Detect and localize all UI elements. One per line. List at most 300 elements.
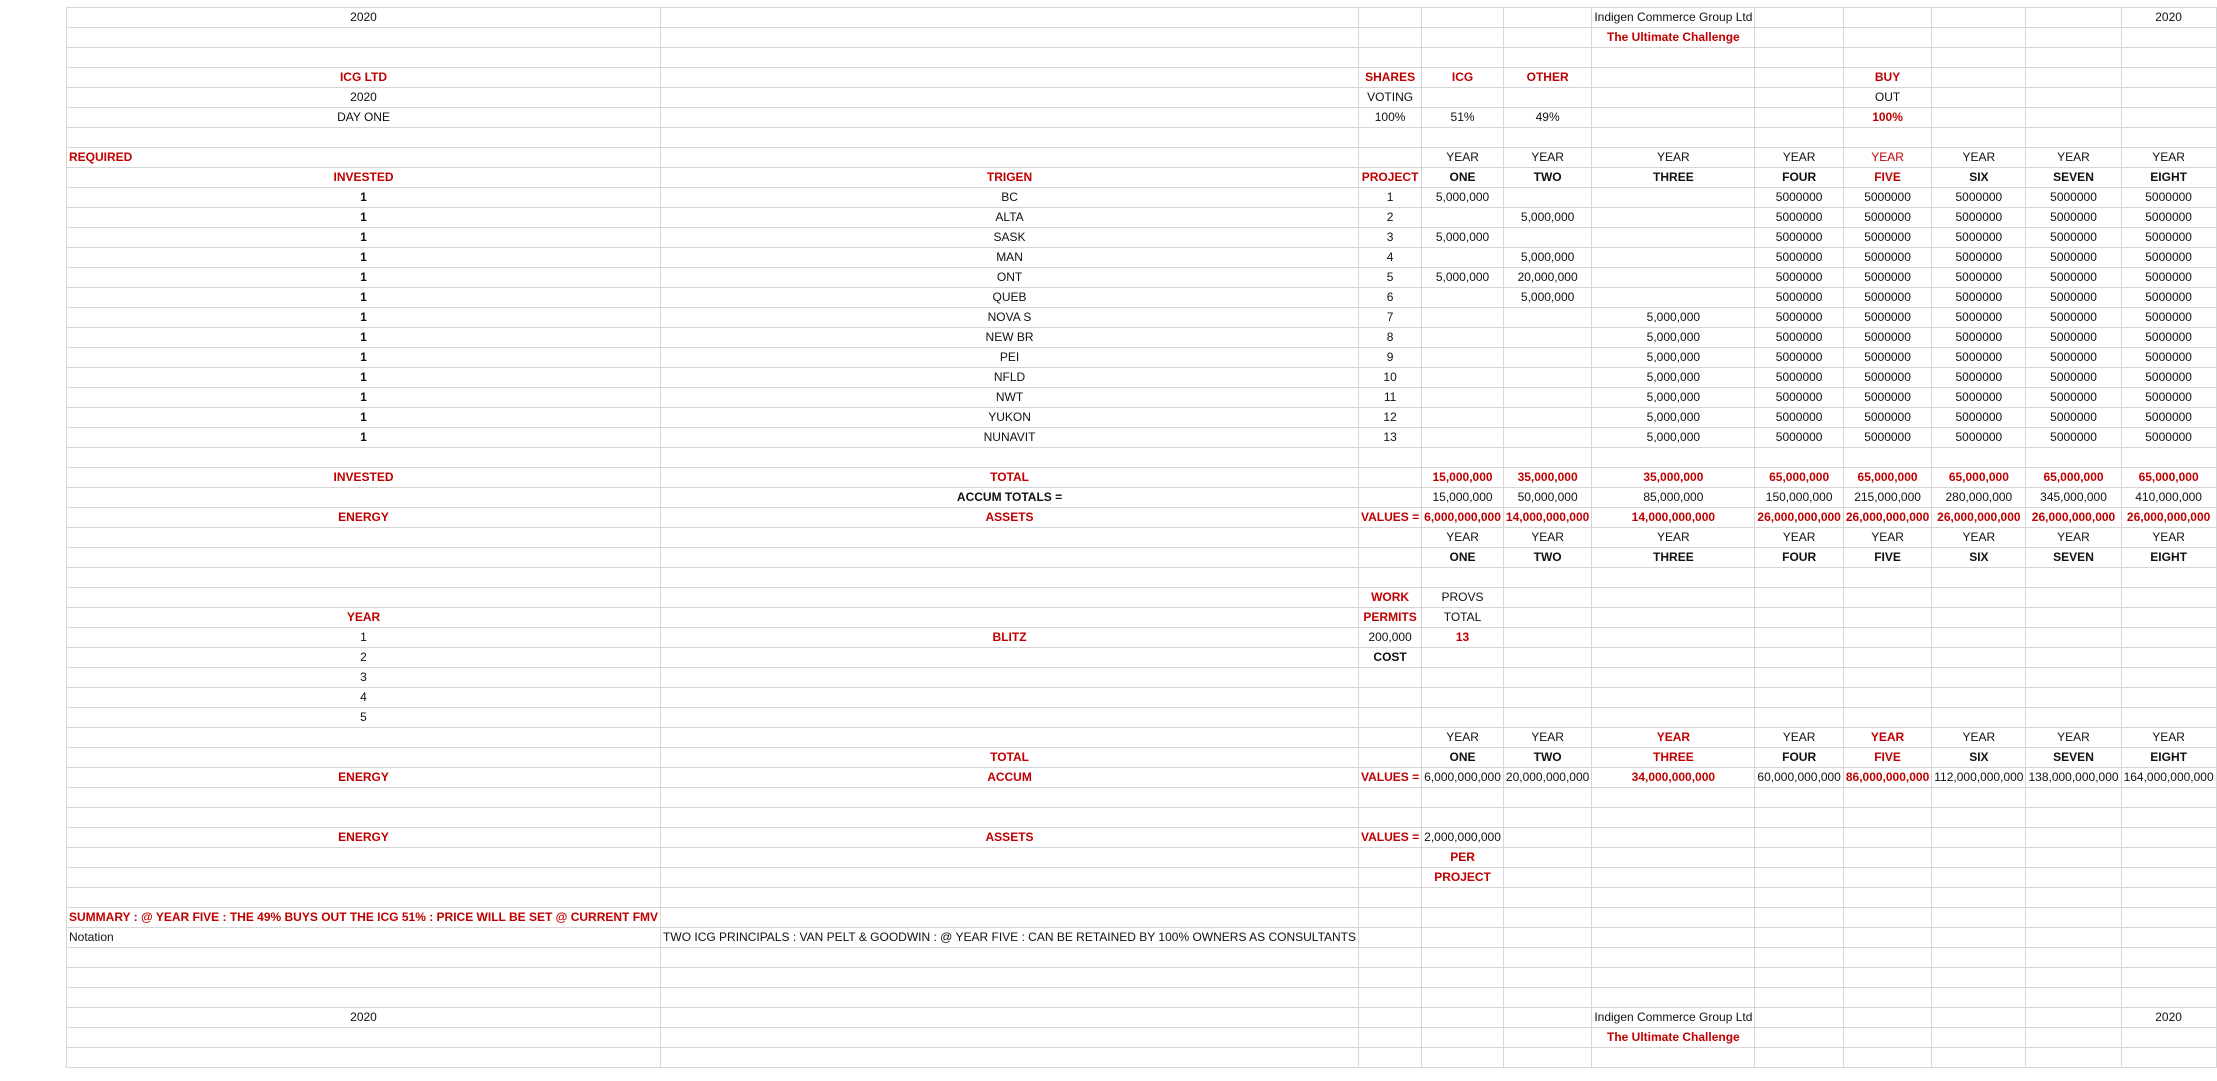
blitz-year[interactable]: 5 [67, 708, 661, 728]
investment-value[interactable]: 5000000 [2121, 308, 2216, 328]
year-header[interactable]: YEAR [1503, 148, 1591, 168]
other-percent[interactable]: 49% [1503, 108, 1591, 128]
empty-cell[interactable] [661, 548, 1359, 568]
empty-cell[interactable] [1592, 828, 1755, 848]
empty-cell[interactable] [2026, 28, 2121, 48]
empty-cell[interactable] [1503, 668, 1591, 688]
empty-cell[interactable] [1932, 788, 2026, 808]
investment-value[interactable] [1592, 248, 1755, 268]
project-number[interactable]: 10 [1359, 368, 1422, 388]
empty-cell[interactable] [1422, 448, 1504, 468]
empty-cell[interactable] [1755, 588, 1843, 608]
investment-value[interactable]: 5000000 [1932, 428, 2026, 448]
empty-cell[interactable] [1932, 628, 2026, 648]
total-label[interactable]: TOTAL [661, 468, 1359, 488]
empty-cell[interactable] [1359, 448, 1422, 468]
investment-value[interactable]: 5000000 [1755, 208, 1843, 228]
empty-cell[interactable] [1503, 788, 1591, 808]
empty-cell[interactable] [1503, 1008, 1591, 1028]
empty-cell[interactable] [1932, 48, 2026, 68]
province-name[interactable]: YUKON [661, 408, 1359, 428]
empty-cell[interactable] [1503, 1028, 1591, 1048]
investment-value[interactable]: 5000000 [1932, 248, 2026, 268]
empty-cell[interactable] [661, 88, 1359, 108]
empty-cell[interactable] [1359, 568, 1422, 588]
buyout-percent[interactable]: 100% [1843, 108, 1931, 128]
project-number[interactable]: 4 [1359, 248, 1422, 268]
empty-cell[interactable] [1359, 748, 1422, 768]
empty-cell[interactable] [661, 1028, 1359, 1048]
investment-value[interactable]: 5000000 [1755, 268, 1843, 288]
empty-cell[interactable] [1755, 128, 1843, 148]
year-header[interactable]: YEAR [2121, 728, 2216, 748]
empty-cell[interactable] [2121, 988, 2216, 1008]
empty-cell[interactable] [661, 588, 1359, 608]
investment-value[interactable]: 5000000 [1755, 348, 1843, 368]
investment-value[interactable] [1592, 208, 1755, 228]
empty-cell[interactable] [1422, 668, 1504, 688]
investment-value[interactable]: 5000000 [1932, 208, 2026, 228]
investment-value[interactable]: 5000000 [1755, 428, 1843, 448]
empty-cell[interactable] [1359, 48, 1422, 68]
day-one-label[interactable]: DAY ONE [67, 108, 661, 128]
icg-percent[interactable]: 51% [1422, 108, 1504, 128]
empty-cell[interactable] [661, 448, 1359, 468]
empty-cell[interactable] [661, 728, 1359, 748]
empty-cell[interactable] [1359, 1028, 1422, 1048]
investment-value[interactable]: 5000000 [1932, 328, 2026, 348]
empty-cell[interactable] [1592, 868, 1755, 888]
empty-cell[interactable] [2121, 888, 2216, 908]
empty-cell[interactable] [1592, 848, 1755, 868]
empty-cell[interactable] [1843, 8, 1931, 28]
empty-cell[interactable] [1755, 708, 1843, 728]
empty-cell[interactable] [1503, 828, 1591, 848]
year-header[interactable]: YEAR [1592, 528, 1755, 548]
trigen-label[interactable]: TRIGEN [661, 168, 1359, 188]
empty-cell[interactable] [1422, 928, 1504, 948]
empty-cell[interactable] [67, 1048, 661, 1068]
investment-value[interactable]: 5000000 [2121, 228, 2216, 248]
year-header[interactable]: YEAR [1592, 148, 1755, 168]
empty-cell[interactable] [661, 948, 1359, 968]
empty-cell[interactable] [1592, 908, 1755, 928]
empty-cell[interactable] [1843, 1028, 1931, 1048]
year-total[interactable]: 35,000,000 [1592, 468, 1755, 488]
investment-value[interactable]: 5,000,000 [1422, 268, 1504, 288]
investment-value[interactable]: 5000000 [2121, 348, 2216, 368]
empty-cell[interactable] [2121, 828, 2216, 848]
empty-cell[interactable] [2121, 128, 2216, 148]
empty-cell[interactable] [1592, 948, 1755, 968]
empty-cell[interactable] [1359, 1008, 1422, 1028]
empty-cell[interactable] [661, 688, 1359, 708]
investment-value[interactable] [1503, 228, 1591, 248]
investment-value[interactable]: 5000000 [1755, 228, 1843, 248]
province-name[interactable]: QUEB [661, 288, 1359, 308]
company-name[interactable]: Indigen Commerce Group Ltd [1592, 8, 1755, 28]
footer-subtitle[interactable]: The Ultimate Challenge [1592, 1028, 1755, 1048]
year-total[interactable]: 65,000,000 [2121, 468, 2216, 488]
investment-value[interactable] [1422, 388, 1504, 408]
investment-value[interactable]: 5000000 [1843, 388, 1931, 408]
empty-cell[interactable] [1422, 908, 1504, 928]
per-label[interactable]: PER [1422, 848, 1504, 868]
accum-total[interactable]: 50,000,000 [1503, 488, 1591, 508]
empty-cell[interactable] [1755, 788, 1843, 808]
empty-cell[interactable] [67, 1028, 661, 1048]
empty-cell[interactable] [67, 128, 661, 148]
empty-cell[interactable] [1755, 808, 1843, 828]
empty-cell[interactable] [2026, 828, 2121, 848]
investment-value[interactable]: 5000000 [2026, 328, 2121, 348]
investment-value[interactable]: 5,000,000 [1592, 428, 1755, 448]
empty-cell[interactable] [2121, 688, 2216, 708]
investment-value[interactable] [1422, 288, 1504, 308]
year-name[interactable]: SEVEN [2026, 748, 2121, 768]
year-header[interactable]: YEAR [1843, 528, 1931, 548]
empty-cell[interactable] [2121, 448, 2216, 468]
empty-cell[interactable] [1359, 808, 1422, 828]
empty-cell[interactable] [1843, 448, 1931, 468]
investment-value[interactable] [1503, 368, 1591, 388]
empty-cell[interactable] [1843, 948, 1931, 968]
investment-value[interactable] [1503, 408, 1591, 428]
empty-cell[interactable] [1359, 488, 1422, 508]
accum-total[interactable]: 215,000,000 [1843, 488, 1931, 508]
empty-cell[interactable] [67, 748, 661, 768]
year-header[interactable]: YEAR [1422, 148, 1504, 168]
empty-cell[interactable] [661, 788, 1359, 808]
empty-cell[interactable] [1503, 868, 1591, 888]
empty-cell[interactable] [1843, 928, 1931, 948]
investment-value[interactable]: 5000000 [2121, 328, 2216, 348]
investment-value[interactable]: 5,000,000 [1503, 288, 1591, 308]
investment-value[interactable]: 5000000 [2121, 408, 2216, 428]
empty-cell[interactable] [67, 848, 661, 868]
icg-ltd-label[interactable]: ICG LTD [67, 68, 661, 88]
empty-cell[interactable] [1422, 28, 1504, 48]
investment-value[interactable]: 5,000,000 [1592, 408, 1755, 428]
investment-value[interactable]: 5000000 [1755, 328, 1843, 348]
accum-energy-value[interactable]: 60,000,000,000 [1755, 768, 1843, 788]
energy-asset-value[interactable]: 6,000,000,000 [1422, 508, 1504, 528]
year-name[interactable]: FIVE [1843, 748, 1931, 768]
year-header[interactable]: YEAR [2026, 528, 2121, 548]
investment-value[interactable] [1422, 428, 1504, 448]
energy-label[interactable]: ENERGY [67, 828, 661, 848]
empty-cell[interactable] [1843, 908, 1931, 928]
investment-value[interactable]: 5,000,000 [1592, 388, 1755, 408]
investment-value[interactable]: 5000000 [1755, 248, 1843, 268]
empty-cell[interactable] [1359, 468, 1422, 488]
investment-value[interactable]: 20,000,000 [1503, 268, 1591, 288]
empty-cell[interactable] [1359, 848, 1422, 868]
province-name[interactable]: ONT [661, 268, 1359, 288]
header-year-left[interactable]: 2020 [67, 8, 661, 28]
footer-year-right[interactable]: 2020 [2121, 1008, 2216, 1028]
project-number[interactable]: 7 [1359, 308, 1422, 328]
empty-cell[interactable] [1503, 948, 1591, 968]
empty-cell[interactable] [2026, 108, 2121, 128]
blitz-year[interactable]: 4 [67, 688, 661, 708]
empty-cell[interactable] [1755, 48, 1843, 68]
empty-cell[interactable] [1592, 128, 1755, 148]
year-name[interactable]: SEVEN [2026, 168, 2121, 188]
empty-cell[interactable] [67, 28, 661, 48]
empty-cell[interactable] [661, 28, 1359, 48]
investment-value[interactable] [1592, 188, 1755, 208]
investment-value[interactable] [1503, 308, 1591, 328]
empty-cell[interactable] [67, 488, 661, 508]
empty-cell[interactable] [1755, 868, 1843, 888]
empty-cell[interactable] [1932, 108, 2026, 128]
empty-cell[interactable] [1843, 688, 1931, 708]
year-total[interactable]: 65,000,000 [2026, 468, 2121, 488]
year-name[interactable]: SEVEN [2026, 548, 2121, 568]
empty-cell[interactable] [1359, 128, 1422, 148]
empty-cell[interactable] [1503, 688, 1591, 708]
invested-count[interactable]: 1 [67, 328, 661, 348]
investment-value[interactable] [1422, 328, 1504, 348]
investment-value[interactable] [1592, 268, 1755, 288]
year-header[interactable]: YEAR [1592, 728, 1755, 748]
investment-value[interactable]: 5,000,000 [1592, 368, 1755, 388]
empty-cell[interactable] [1422, 968, 1504, 988]
project-number[interactable]: 8 [1359, 328, 1422, 348]
empty-cell[interactable] [1359, 968, 1422, 988]
empty-cell[interactable] [661, 108, 1359, 128]
empty-cell[interactable] [1932, 868, 2026, 888]
empty-cell[interactable] [1359, 908, 1422, 928]
empty-cell[interactable] [661, 808, 1359, 828]
empty-cell[interactable] [1843, 1048, 1931, 1068]
project-number[interactable]: 13 [1359, 428, 1422, 448]
year-name[interactable]: EIGHT [2121, 548, 2216, 568]
investment-value[interactable] [1422, 408, 1504, 428]
investment-value[interactable]: 5,000,000 [1422, 228, 1504, 248]
year-header[interactable]: YEAR [1843, 148, 1931, 168]
year-header[interactable]: YEAR [2026, 148, 2121, 168]
empty-cell[interactable] [1755, 1008, 1843, 1028]
empty-cell[interactable] [2121, 108, 2216, 128]
energy-asset-value[interactable]: 26,000,000,000 [1755, 508, 1843, 528]
empty-cell[interactable] [1592, 88, 1755, 108]
investment-value[interactable]: 5000000 [2121, 268, 2216, 288]
accum-total[interactable]: 15,000,000 [1422, 488, 1504, 508]
investment-value[interactable]: 5000000 [1755, 368, 1843, 388]
empty-cell[interactable] [661, 128, 1359, 148]
empty-cell[interactable] [661, 908, 1359, 928]
empty-cell[interactable] [1843, 588, 1931, 608]
province-name[interactable]: NFLD [661, 368, 1359, 388]
invested-count[interactable]: 1 [67, 388, 661, 408]
empty-cell[interactable] [1843, 988, 1931, 1008]
empty-cell[interactable] [1592, 668, 1755, 688]
accum-energy-value[interactable]: 138,000,000,000 [2026, 768, 2121, 788]
empty-cell[interactable] [1592, 448, 1755, 468]
empty-cell[interactable] [1755, 928, 1843, 948]
shares-label[interactable]: SHARES [1359, 68, 1422, 88]
empty-cell[interactable] [1503, 708, 1591, 728]
permits-label[interactable]: PERMITS [1359, 608, 1422, 628]
empty-cell[interactable] [1592, 108, 1755, 128]
empty-cell[interactable] [661, 8, 1359, 28]
empty-cell[interactable] [2121, 648, 2216, 668]
investment-value[interactable]: 5000000 [1932, 408, 2026, 428]
investment-value[interactable]: 5000000 [1843, 308, 1931, 328]
values-label[interactable]: VALUES = [1359, 508, 1422, 528]
empty-cell[interactable] [2121, 68, 2216, 88]
empty-cell[interactable] [1422, 708, 1504, 728]
investment-value[interactable]: 5000000 [2026, 308, 2121, 328]
year-header[interactable]: YEAR [1932, 148, 2026, 168]
empty-cell[interactable] [67, 588, 661, 608]
energy-asset-value[interactable]: 14,000,000,000 [1503, 508, 1591, 528]
empty-cell[interactable] [67, 568, 661, 588]
empty-cell[interactable] [1755, 968, 1843, 988]
values-label[interactable]: VALUES = [1359, 768, 1422, 788]
empty-cell[interactable] [1932, 988, 2026, 1008]
empty-cell[interactable] [661, 968, 1359, 988]
year-name[interactable]: EIGHT [2121, 748, 2216, 768]
accum-energy-value[interactable]: 112,000,000,000 [1932, 768, 2026, 788]
empty-cell[interactable] [1755, 628, 1843, 648]
empty-cell[interactable] [2026, 988, 2121, 1008]
year-name[interactable]: EIGHT [2121, 168, 2216, 188]
investment-value[interactable]: 5000000 [1932, 308, 2026, 328]
empty-cell[interactable] [1932, 828, 2026, 848]
empty-cell[interactable] [1932, 88, 2026, 108]
empty-cell[interactable] [2121, 788, 2216, 808]
investment-value[interactable]: 5000000 [1843, 188, 1931, 208]
summary-text[interactable]: SUMMARY : @ YEAR FIVE : THE 49% BUYS OUT THE ICG 51% : PRICE WILL BE SET @ CURRENT FMV [67, 908, 661, 928]
empty-cell[interactable] [1422, 128, 1504, 148]
investment-value[interactable]: 5000000 [1843, 428, 1931, 448]
empty-cell[interactable] [1359, 728, 1422, 748]
empty-cell[interactable] [1932, 948, 2026, 968]
empty-cell[interactable] [67, 808, 661, 828]
empty-cell[interactable] [2026, 568, 2121, 588]
empty-cell[interactable] [1503, 648, 1591, 668]
empty-cell[interactable] [67, 868, 661, 888]
empty-cell[interactable] [2121, 1048, 2216, 1068]
investment-value[interactable]: 5000000 [2121, 208, 2216, 228]
empty-cell[interactable] [1932, 908, 2026, 928]
accum-totals-label[interactable]: ACCUM TOTALS = [661, 488, 1359, 508]
investment-value[interactable] [1422, 348, 1504, 368]
invested-count[interactable]: 1 [67, 188, 661, 208]
empty-cell[interactable] [1755, 108, 1843, 128]
investment-value[interactable]: 5000000 [2026, 408, 2121, 428]
investment-value[interactable]: 5000000 [1932, 228, 2026, 248]
empty-cell[interactable] [2026, 648, 2121, 668]
empty-cell[interactable] [1592, 988, 1755, 1008]
ownership-year[interactable]: 2020 [67, 88, 661, 108]
empty-cell[interactable] [1932, 1008, 2026, 1028]
empty-cell[interactable] [1755, 568, 1843, 588]
empty-cell[interactable] [1843, 128, 1931, 148]
footer-year-left[interactable]: 2020 [67, 1008, 661, 1028]
empty-cell[interactable] [1932, 968, 2026, 988]
empty-cell[interactable] [1422, 1028, 1504, 1048]
empty-cell[interactable] [2026, 908, 2121, 928]
empty-cell[interactable] [67, 528, 661, 548]
empty-cell[interactable] [1359, 888, 1422, 908]
empty-cell[interactable] [1843, 628, 1931, 648]
empty-cell[interactable] [1359, 148, 1422, 168]
empty-cell[interactable] [1755, 668, 1843, 688]
empty-cell[interactable] [1843, 848, 1931, 868]
empty-cell[interactable] [2026, 848, 2121, 868]
empty-cell[interactable] [661, 608, 1359, 628]
year-name[interactable]: FIVE [1843, 548, 1931, 568]
empty-cell[interactable] [2026, 808, 2121, 828]
empty-cell[interactable] [1503, 448, 1591, 468]
empty-cell[interactable] [2026, 588, 2121, 608]
province-name[interactable]: BC [661, 188, 1359, 208]
year-header[interactable]: YEAR [1755, 148, 1843, 168]
empty-cell[interactable] [1755, 68, 1843, 88]
empty-cell[interactable] [1932, 588, 2026, 608]
accum-total[interactable]: 280,000,000 [1932, 488, 2026, 508]
empty-cell[interactable] [2026, 628, 2121, 648]
empty-cell[interactable] [1755, 28, 1843, 48]
notation-text[interactable]: TWO ICG PRINCIPALS : VAN PELT & GOODWIN : @ YEAR FIVE : CAN BE RETAINED BY 100% OWNERS AS CONSULTANTS [661, 928, 1359, 948]
empty-cell[interactable] [1755, 648, 1843, 668]
year-name[interactable]: SIX [1932, 748, 2026, 768]
year-total[interactable]: 65,000,000 [1932, 468, 2026, 488]
icg-label[interactable]: ICG [1422, 68, 1504, 88]
empty-cell[interactable] [1359, 868, 1422, 888]
empty-cell[interactable] [661, 988, 1359, 1008]
per-project-value[interactable]: 2,000,000,000 [1422, 828, 1504, 848]
investment-value[interactable]: 5,000,000 [1592, 328, 1755, 348]
empty-cell[interactable] [2121, 848, 2216, 868]
empty-cell[interactable] [1503, 988, 1591, 1008]
year-name[interactable]: FOUR [1755, 548, 1843, 568]
investment-value[interactable]: 5000000 [1932, 288, 2026, 308]
empty-cell[interactable] [1422, 88, 1504, 108]
permits-value[interactable]: 200,000 [1359, 628, 1422, 648]
investment-value[interactable] [1503, 428, 1591, 448]
empty-cell[interactable] [1503, 568, 1591, 588]
year-name[interactable]: TWO [1503, 748, 1591, 768]
year-header[interactable]: YEAR [1932, 528, 2026, 548]
energy-label[interactable]: ENERGY [67, 508, 661, 528]
empty-cell[interactable] [1422, 888, 1504, 908]
empty-cell[interactable] [661, 888, 1359, 908]
empty-cell[interactable] [1932, 928, 2026, 948]
investment-value[interactable]: 5000000 [1843, 228, 1931, 248]
empty-cell[interactable] [1755, 908, 1843, 928]
year-name[interactable]: THREE [1592, 548, 1755, 568]
empty-cell[interactable] [2121, 868, 2216, 888]
year-name[interactable]: THREE [1592, 168, 1755, 188]
notation-label[interactable]: Notation [67, 928, 661, 948]
empty-cell[interactable] [1422, 948, 1504, 968]
year-total[interactable]: 35,000,000 [1503, 468, 1591, 488]
accum-total[interactable]: 150,000,000 [1755, 488, 1843, 508]
empty-cell[interactable] [1422, 648, 1504, 668]
investment-value[interactable]: 5000000 [2026, 348, 2121, 368]
empty-cell[interactable] [1503, 128, 1591, 148]
empty-cell[interactable] [2121, 1028, 2216, 1048]
accum-total-label[interactable]: TOTAL [661, 748, 1359, 768]
investment-value[interactable]: 5000000 [2026, 368, 2121, 388]
empty-cell[interactable] [2121, 948, 2216, 968]
investment-value[interactable] [1422, 308, 1504, 328]
